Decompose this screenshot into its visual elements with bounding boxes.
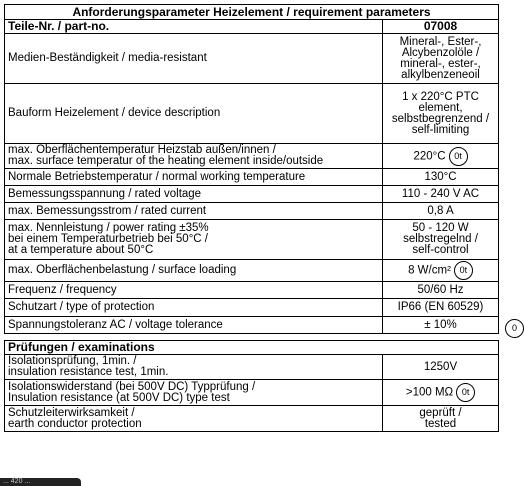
table-row [5, 144, 499, 169]
row-value [383, 220, 499, 260]
row-value-text: 8 W/cm² [408, 264, 451, 277]
row-label: Schutzart / type of protection [5, 299, 383, 317]
row-label: Normale Betriebstemperatur / normal working temperature [5, 169, 383, 186]
row-value-text: Mineral-, Ester-, Alcybenzolöle / mineral-, ester-, alkylbenzeneoil [399, 35, 482, 81]
table-row [5, 299, 499, 317]
footer-tab: ... 420 ... [0, 478, 81, 486]
table-row [5, 260, 499, 282]
row-value-text: 220°C [413, 150, 446, 163]
table-row [5, 84, 499, 144]
table-row [5, 317, 499, 334]
row-value-text: 50 - 120 W selbstregelnd / self-control [403, 222, 478, 256]
row-label: Bauform Heizelement / device description [5, 84, 383, 144]
row-value [383, 186, 499, 203]
row-value [383, 260, 499, 282]
cert-mark-icon: 0 [505, 319, 524, 338]
row-value-text: IP66 (EN 60529) [397, 301, 484, 313]
row-label: Schutzleiterwirksamkeit / earth conductor protection [5, 406, 383, 432]
row-label: max. Oberflächentemperatur Heizstab außen/innen / max. surface temperatur of the heating element inside/outside [5, 144, 383, 169]
row-label: max. Bemessungsstrom / rated current [5, 203, 383, 220]
row-value-text: 130°C [424, 170, 457, 183]
row-value [383, 380, 499, 406]
row-value [383, 144, 499, 169]
row-value-text: 1 x 220°C PTC element, selbstbegrenzend / self-limiting [391, 90, 490, 136]
row-value [383, 355, 499, 380]
requirements-table [4, 4, 499, 432]
row-value [383, 203, 499, 220]
row-label: Spannungstoleranz AC / voltage tolerance [5, 317, 383, 334]
row-value-text: ± 10% [424, 318, 457, 331]
row-label: Bemessungsspannung / rated voltage [5, 186, 383, 203]
part-label: Teile-Nr. / part-no. [5, 20, 383, 34]
row-value-text: 50/60 Hz [417, 283, 464, 296]
table-row [5, 380, 499, 406]
row-value-text: 0,8 A [427, 204, 454, 217]
table-title: Anforderungsparameter Heizelement / requirement parameters [5, 5, 499, 20]
row-label: max. Oberflächenbelastung / surface loading [5, 260, 383, 282]
table-row [5, 220, 499, 260]
table-row [5, 406, 499, 432]
table-row [5, 34, 499, 84]
row-value [383, 317, 499, 334]
row-value [383, 406, 499, 432]
row-label: Medien-Beständigkeit / media-resistant [5, 34, 383, 84]
row-label: Isolationswiderstand (bei 500V DC) Typprüfung / Insulation resistance (at 500V DC) type test [5, 380, 383, 406]
row-value-text: 110 - 240 V AC [401, 187, 480, 200]
row-label: Frequenz / frequency [5, 282, 383, 299]
part-value: 07008 [383, 20, 499, 34]
row-value-text: >100 MΩ [405, 386, 454, 399]
row-value [383, 84, 499, 144]
table-row [5, 282, 499, 299]
row-label: max. Nennleistung / power rating ±35% bei einem Temperaturbetrieb bei 50°C / at a temperature about 50°C [5, 220, 383, 260]
table-row [5, 355, 499, 380]
row-value-text: geprüft / tested [419, 406, 462, 430]
table-row [5, 169, 499, 186]
cert-mark-icon: 0t [449, 147, 468, 166]
cert-mark-icon: 0t [456, 383, 475, 402]
row-label: Isolationsprüfung, 1min. / insulation resistance test, 1min. [5, 355, 383, 380]
row-value [383, 34, 499, 84]
row-value [383, 299, 499, 317]
row-value [383, 169, 499, 186]
table-row [5, 186, 499, 203]
table-row [5, 203, 499, 220]
row-value [383, 282, 499, 299]
cert-mark-icon: 0t [454, 261, 473, 280]
row-value-text: 1250V [423, 360, 458, 373]
section-title-examinations: Prüfungen / examinations [5, 341, 499, 355]
